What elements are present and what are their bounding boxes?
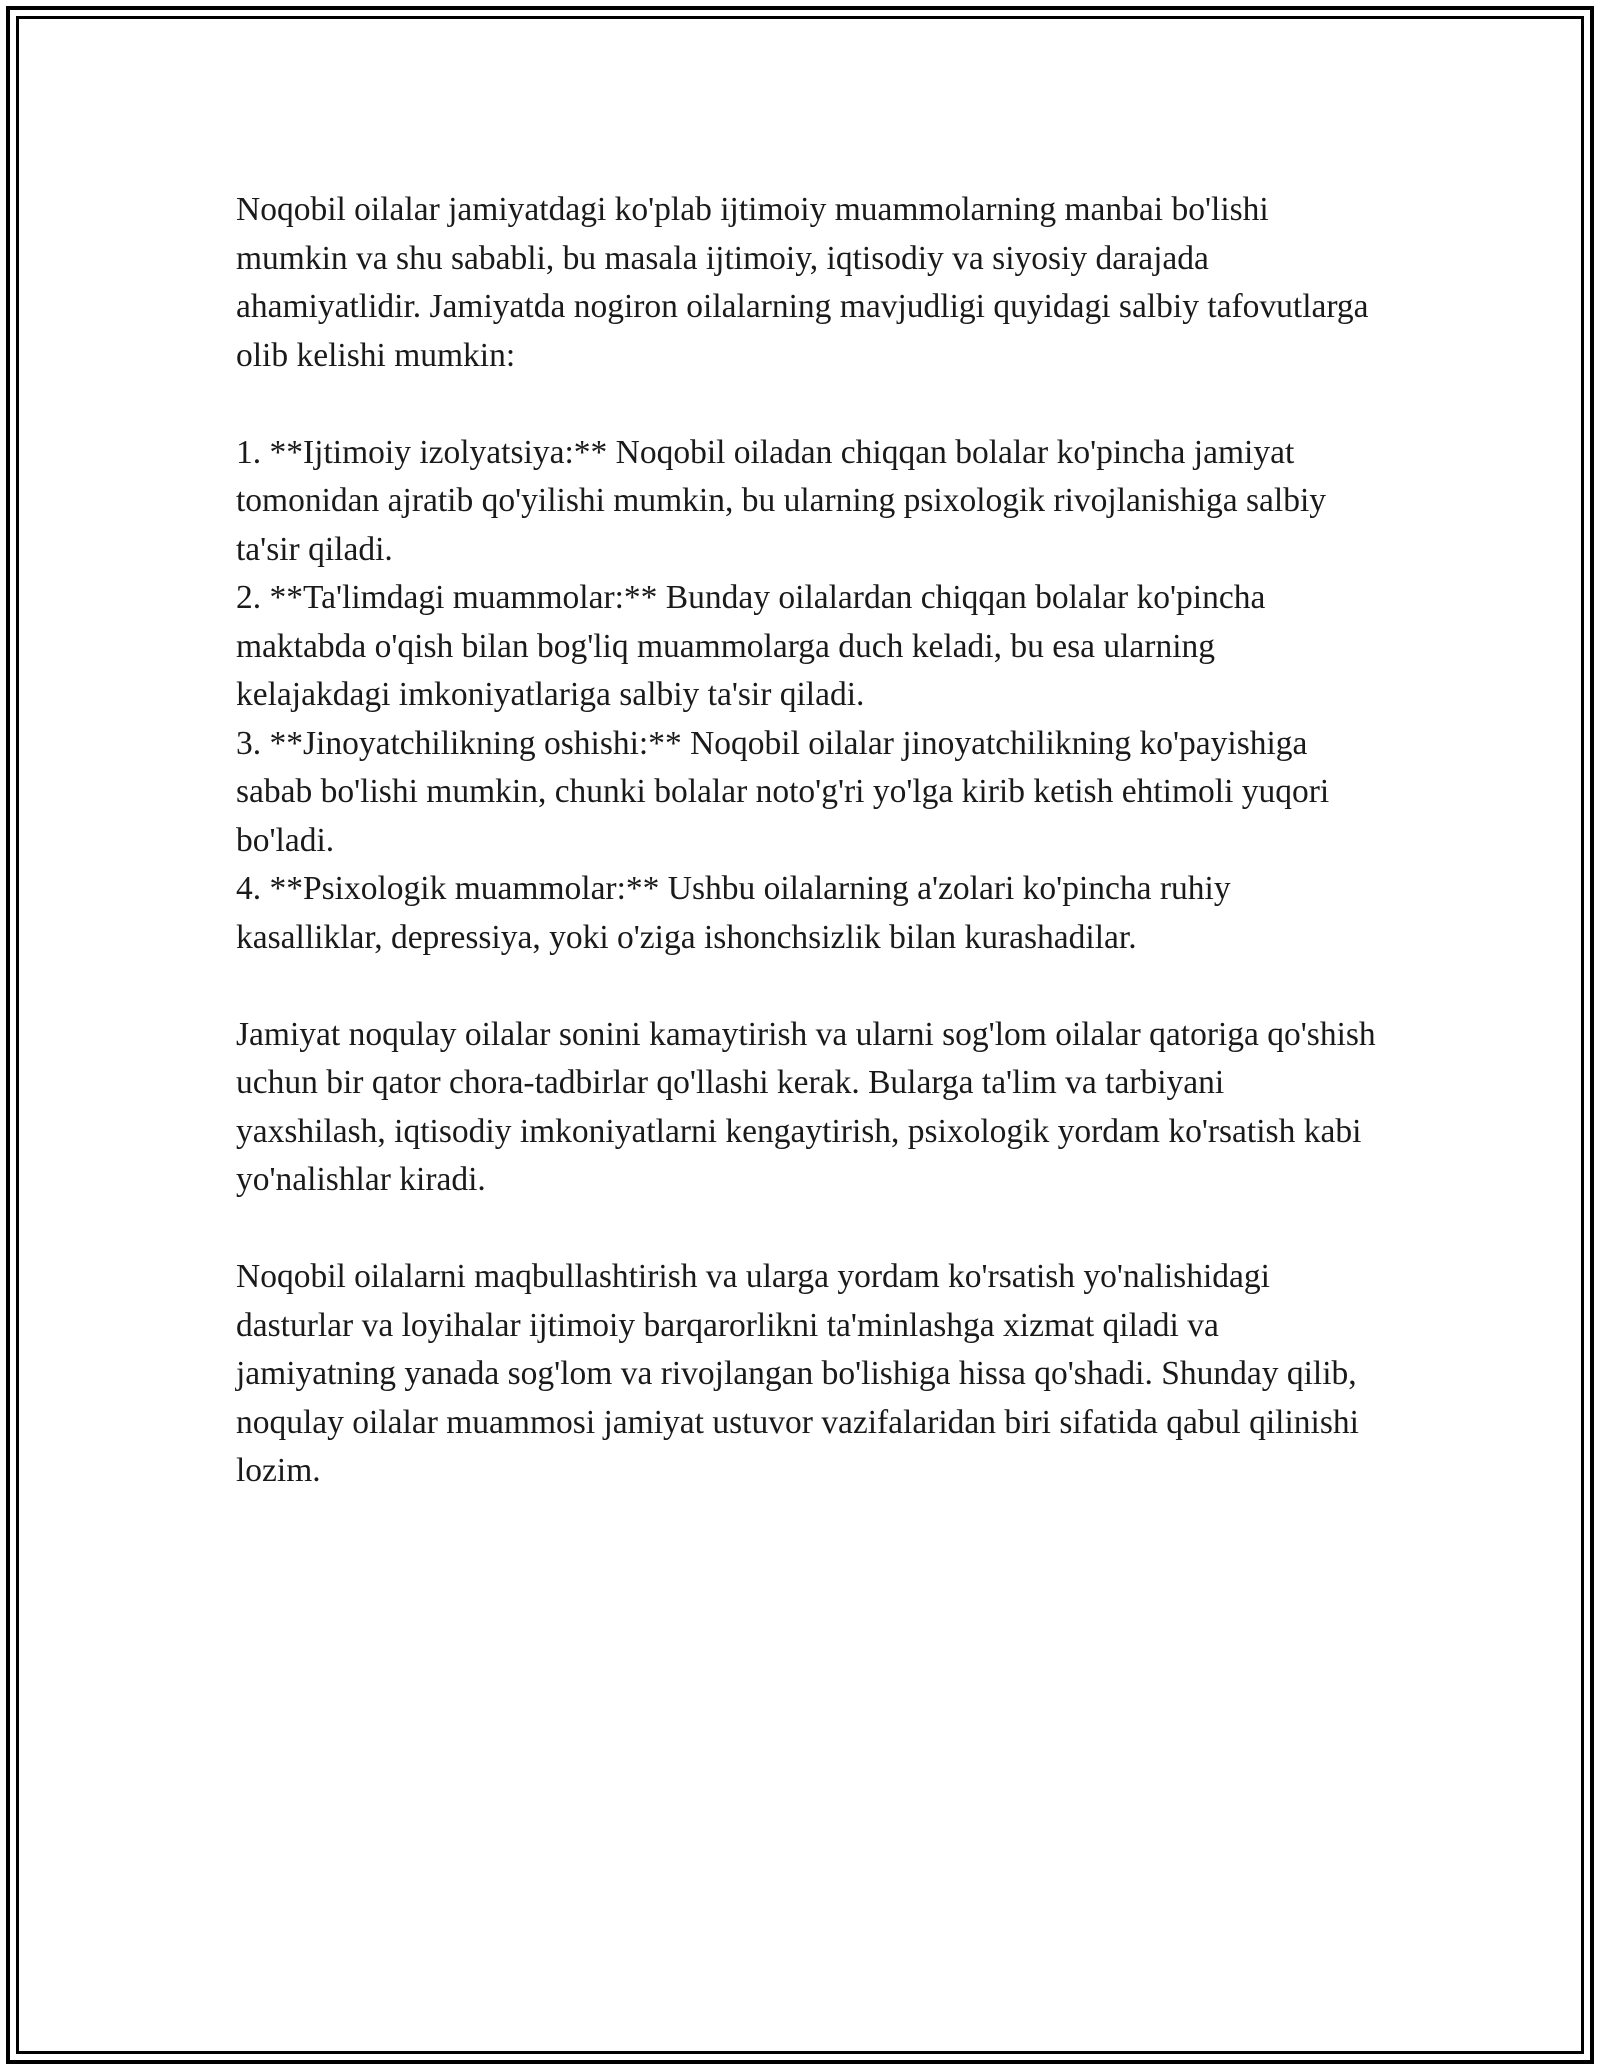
list-item-4: 4. **Psixologik muammolar:** Ushbu oilalarning a'zolari ko'pincha ruhiy kasalliklar, depressiya, yoki o'ziga ishonchsizlik bilan kurashadilar.	[236, 870, 1239, 956]
document-body	[236, 186, 1385, 1496]
paragraph-measures: Jamiyat noqulay oilalar sonini kamaytirish va ularni sog'lom oilalar qatoriga qo'shish uchun bir qator chora-tadbirlar qo'llashi kerak. Bularga ta'lim va tarbiyani yaxshilash, iqtisodiy imkoniyatlarni kengaytirish, psixologik yordam ko'rsatish kabi yo'nalishlar kiradi.	[236, 1015, 1385, 1198]
paragraph-gap	[236, 1205, 1376, 1254]
list-item-3: 3. **Jinoyatchilikning oshishi:** Noqobil oilalar jinoyatchilikning ko'payishiga sabab bo'lishi mumkin, chunki bolalar noto'g'ri yo'lga kirib ketish ehtimoli yuqori bo'ladi.	[236, 724, 1338, 859]
list-item-1: 1. **Ijtimoiy izolyatsiya:** Noqobil oiladan chiqqan bolalar ko'pincha jamiyat tomonidan ajratib qo'yilishi mumkin, bu ularning psixologik rivojlanishiga salbiy ta'sir qiladi.	[236, 433, 1335, 568]
intro-paragraph: Noqobil oilalar jamiyatdagi ko'plab ijtimoiy muammolarning manbai bo'lishi mumkin va shu sababli, bu masala ijtimoiy, iqtisodiy va siyosiy darajada ahamiyatlidir. Jamiyatda nogiron oilalarning mavjudligi quyidagi salbiy tafovutlarga olib kelishi mumkin:	[236, 191, 1377, 374]
paragraph-gap	[236, 380, 1376, 429]
paragraph-conclusion: Noqobil oilalarni maqbullashtirish va ularga yordam ko'rsatish yo'nalishidagi dasturlar va loyihalar ijtimoiy barqarorlikni ta'minlashga xizmat qiladi va jamiyatning yanada sog'lom va rivojlangan bo'lishiga hissa qo'shadi. Shunday qilib, noqulay oilalar muammosi jamiyat ustuvor vazifalaridan biri sifatida qabul qilinishi lozim.	[236, 1258, 1368, 1489]
list-item-2: 2. **Ta'limdagi muammolar:** Bunday oilalardan chiqqan bolalar ko'pincha maktabda o'qish bilan bog'liq muammolarga duch keladi, bu esa ularning kelajakdagi imkoniyatlariga salbiy ta'sir qiladi.	[236, 579, 1274, 713]
paragraph-gap	[236, 962, 1376, 1011]
